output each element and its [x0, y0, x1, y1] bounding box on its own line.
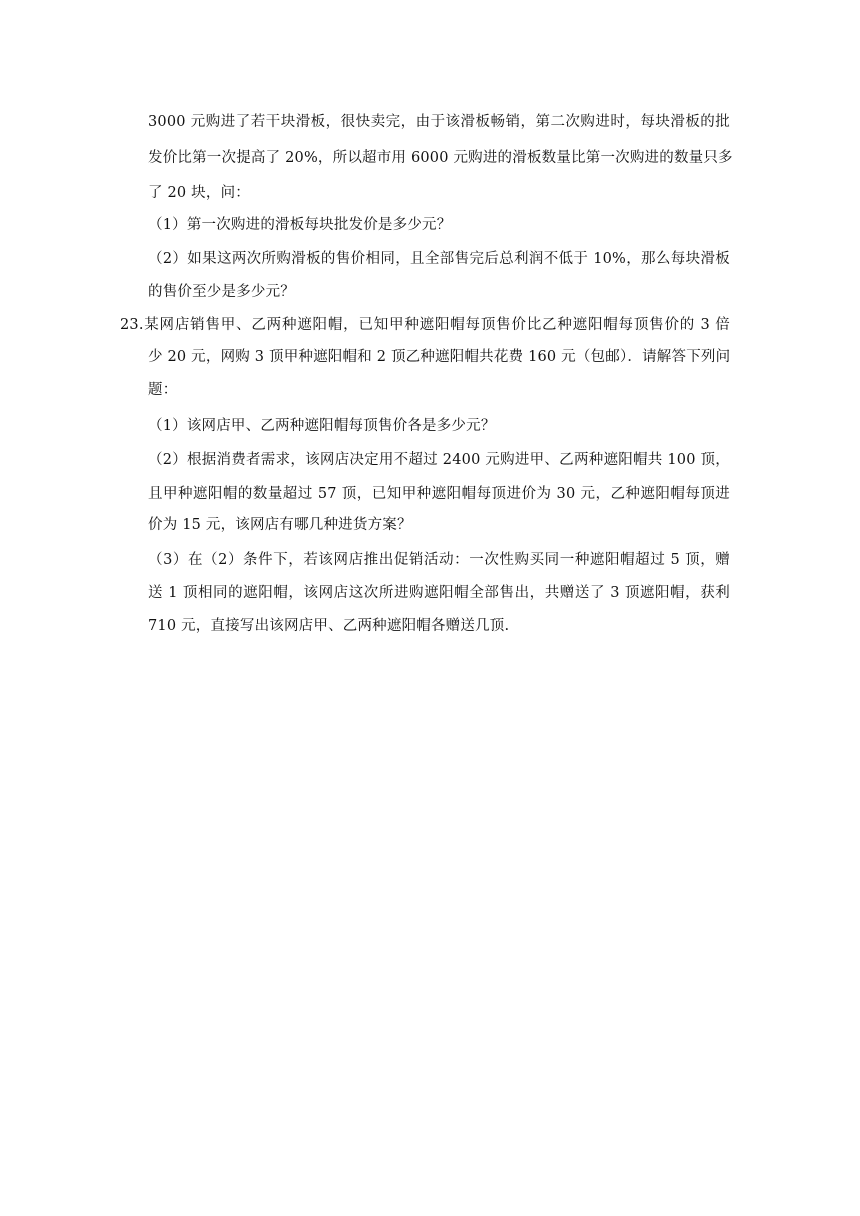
q23-stem-line-3: 题：: [148, 382, 178, 398]
q22-continuation-line-2: 发价比第一次提高了 20%，所以超市用 6000 元购进的滑板数量比第一次购进的数量只多: [148, 150, 733, 166]
q23-part-3-line-3: 710 元，直接写出该网店甲、乙两种遮阳帽各赠送几顶.: [148, 618, 510, 634]
q22-continuation-line-1: 3000 元购进了若干块滑板，很快卖完，由于该滑板畅销，第二次购进时，每块滑板的批: [148, 114, 730, 130]
q22-part-1: （1）第一次购进的滑板每块批发价是多少元？: [148, 217, 452, 233]
q23-stem-line-1: 23.某网店销售甲、乙两种遮阳帽，已知甲种遮阳帽每顶售价比乙种遮阳帽每顶售价的 3 倍: [120, 317, 730, 333]
q22-part-2-line-2: 的售价至少是多少元？: [148, 284, 295, 300]
q23-part-2-line-2: 且甲种遮阳帽的数量超过 57 顶，已知甲种遮阳帽每顶进价为 30 元，乙种遮阳帽每顶进: [148, 486, 730, 502]
q23-part-3-line-1: （3）在（2）条件下，若该网店推出促销活动：一次性购买同一种遮阳帽超过 5 顶，赠: [148, 552, 730, 568]
q23-part-2-line-3: 价为 15 元，该网店有哪几种进货方案？: [148, 517, 412, 533]
q23-part-1: （1）该网店甲、乙两种遮阳帽每顶售价各是多少元？: [148, 418, 496, 434]
q22-continuation-line-3: 了 20 块，问：: [148, 185, 250, 201]
q22-part-2-line-1: （2）如果这两次所购滑板的售价相同，且全部售完后总利润不低于 10%，那么每块滑板: [148, 251, 730, 267]
q23-part-2-line-1: （2）根据消费者需求，该网店决定用不超过 2400 元购进甲、乙两种遮阳帽共 100 顶，: [148, 452, 730, 468]
q23-part-3-line-2: 送 1 顶相同的遮阳帽，该网店这次所进购遮阳帽全部售出，共赠送了 3 顶遮阳帽，获利: [148, 585, 730, 601]
q23-stem-line-2: 少 20 元，网购 3 顶甲种遮阳帽和 2 顶乙种遮阳帽共花费 160 元（包邮）．请解答下列问: [148, 349, 731, 365]
